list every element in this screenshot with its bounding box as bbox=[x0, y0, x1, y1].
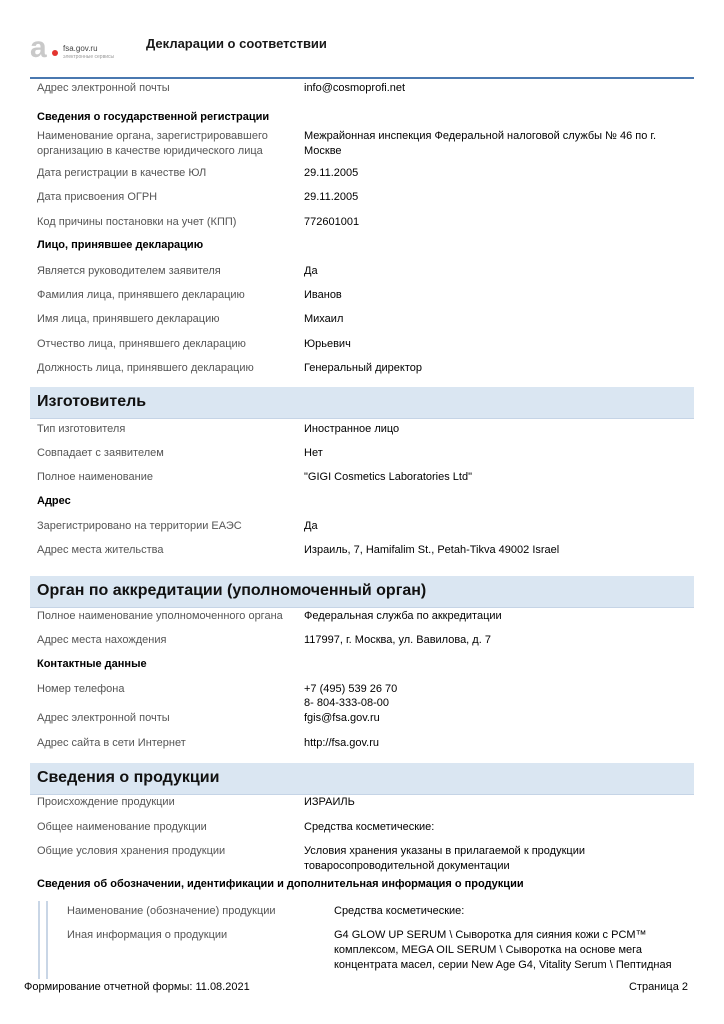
page-header bbox=[0, 0, 724, 82]
logo-site: fsa.gov.ru bbox=[63, 44, 98, 53]
field-label: Адрес места жительства bbox=[37, 544, 164, 556]
field-value: Нет bbox=[304, 447, 323, 459]
field-value: +7 (495) 539 26 70 bbox=[304, 683, 398, 695]
svg-text:a: a bbox=[30, 34, 47, 62]
field-label: Номер телефона bbox=[37, 683, 125, 695]
section-header-product bbox=[30, 763, 694, 794]
field-value: Федеральная служба по аккредитации bbox=[304, 610, 502, 622]
nested-block-bar bbox=[38, 901, 40, 979]
field-value: info@cosmoprofi.net bbox=[304, 82, 406, 94]
fsa-logo[interactable] bbox=[30, 34, 140, 68]
section-header-manufacturer bbox=[30, 387, 694, 418]
field-label: Дата регистрации в качестве ЮЛ bbox=[37, 167, 207, 179]
field-value: Иванов bbox=[304, 289, 342, 301]
field-value: Средства косметические: bbox=[334, 905, 465, 917]
section-title: Орган по аккредитации (уполномоченный орган) bbox=[37, 582, 427, 599]
field-value: 29.11.2005 bbox=[304, 167, 359, 179]
subheading-address: Адрес bbox=[37, 495, 71, 507]
field-label: Наименование (обозначение) продукции bbox=[67, 905, 276, 917]
field-value: 772601001 bbox=[304, 216, 360, 228]
field-value: ИЗРАИЛЬ bbox=[304, 796, 355, 808]
field-label: Иная информация о продукции bbox=[67, 929, 228, 941]
field-value: Юрьевич bbox=[304, 338, 351, 350]
field-label: Должность лица, принявшего декларацию bbox=[37, 362, 254, 374]
field-label: Общее наименование продукции bbox=[37, 821, 207, 833]
field-label: Общие условия хранения продукции bbox=[37, 845, 226, 857]
subheading-identification: Сведения об обозначении, идентификации и дополнительная информация о продукции bbox=[37, 878, 524, 890]
field-value: Иностранное лицо bbox=[304, 423, 400, 435]
field-label: Фамилия лица, принявшего декларацию bbox=[37, 289, 245, 301]
field-label: Отчество лица, принявшего декларацию bbox=[37, 338, 246, 350]
subheading-state-registration: Сведения о государственной регистрации bbox=[37, 111, 270, 123]
field-label: Зарегистрировано на территории ЕАЭС bbox=[37, 520, 242, 532]
field-label: Имя лица, принявшего декларацию bbox=[37, 313, 220, 325]
field-value: Да bbox=[304, 520, 318, 532]
subheading-contacts: Контактные данные bbox=[37, 658, 147, 670]
field-value: Да bbox=[304, 265, 318, 277]
field-label: Полное наименование bbox=[37, 471, 153, 483]
field-value: "GIGI Cosmetics Laboratories Ltd" bbox=[304, 471, 472, 483]
nested-block-bar bbox=[46, 901, 48, 979]
field-value: 29.11.2005 bbox=[304, 191, 359, 203]
field-value: Израиль, 7, Hamifalim St., Petah-Tikva 49002 Israel bbox=[304, 544, 560, 556]
field-value: 8- 804-333-08-00 bbox=[304, 697, 390, 709]
field-value: 117997, г. Москва, ул. Вавилова, д. 7 bbox=[304, 634, 491, 646]
field-value: http://fsa.gov.ru bbox=[304, 737, 380, 749]
field-label: Наименование органа, зарегистрировавшего организацию в качестве юридического лица bbox=[37, 130, 268, 157]
field-value: Межрайонная инспекция Федеральной налоговой службы № 46 по г. Москве bbox=[304, 130, 657, 157]
field-label: Полное наименование уполномоченного органа bbox=[37, 610, 283, 622]
logo-subtitle: электронные сервисы bbox=[63, 54, 115, 60]
field-value: Михаил bbox=[304, 313, 344, 325]
section-divider bbox=[30, 418, 694, 419]
section-divider bbox=[30, 607, 694, 608]
header-rule bbox=[30, 77, 694, 79]
field-label: Адрес сайта в сети Интернет bbox=[37, 737, 186, 749]
field-value: Средства косметические: bbox=[304, 821, 435, 833]
field-value: Генеральный директор bbox=[304, 362, 422, 374]
field-label: Тип изготовителя bbox=[37, 423, 126, 435]
fsa-logo-icon bbox=[30, 34, 58, 62]
page-title: Декларации о соответствии bbox=[146, 36, 327, 51]
field-label: Адрес электронной почты bbox=[37, 82, 170, 94]
field-label: Дата присвоения ОГРН bbox=[37, 191, 158, 203]
field-label: Совпадает с заявителем bbox=[37, 447, 164, 459]
field-value: G4 GLOW UP SERUM \ Сыворотка для сияния кожи с PCM™ комплексом, MEGA OIL SERUM \ Сыворотка на основе мега концентрата масел, серии New Age G4, Vitality Serum \ Пептидная bbox=[334, 929, 672, 971]
section-header-accreditation bbox=[30, 576, 694, 607]
subheading-declarant-person: Лицо, принявшее декларацию bbox=[37, 239, 204, 251]
report-generation-date: Формирование отчетной формы: 11.08.2021 bbox=[24, 981, 250, 993]
field-label: Адрес места нахождения bbox=[37, 634, 167, 646]
section-title: Изготовитель bbox=[37, 393, 147, 410]
field-value: fgis@fsa.gov.ru bbox=[304, 712, 380, 724]
field-label: Адрес электронной почты bbox=[37, 712, 170, 724]
field-label: Происхождение продукции bbox=[37, 796, 175, 808]
field-label: Является руководителем заявителя bbox=[37, 265, 221, 277]
section-title: Сведения о продукции bbox=[37, 769, 220, 786]
page-number: Страница 2 bbox=[628, 981, 688, 993]
field-value: Условия хранения указаны в прилагаемой к продукции товаросопроводительной документации bbox=[304, 845, 585, 872]
field-label: Код причины постановки на учет (КПП) bbox=[37, 216, 237, 228]
